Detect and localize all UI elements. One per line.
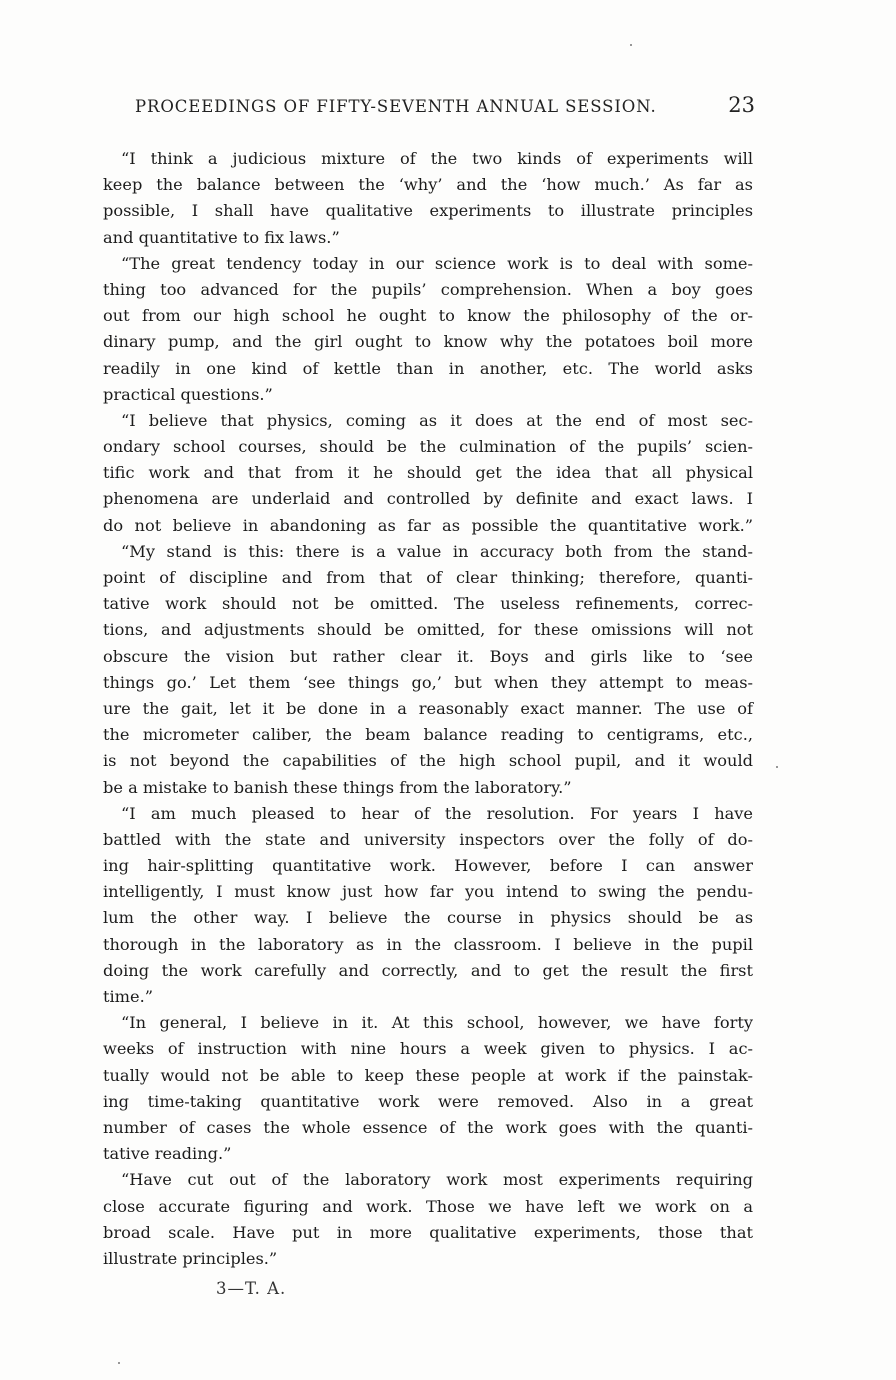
text-line: time.” [103, 987, 154, 1006]
paragraph [103, 1167, 753, 1272]
text-line: readily in one kind of kettle than in another, etc. The world asks [103, 358, 753, 378]
text-line: tative work should not be omitted. The useless refinements, correc- [103, 594, 753, 614]
text-line: be a mistake to banish these things from the laboratory.” [103, 777, 572, 797]
text-line: lum the other way. I believe the course in physics should be as [103, 908, 753, 928]
text-line: point of discipline and from that of clear thinking; therefore, quanti- [103, 568, 753, 587]
text-line: doing the work carefully and correctly, and to get the result the first [103, 960, 753, 980]
text-line: ing hair-splitting quantitative work. However, before I can answer [103, 856, 753, 876]
text-line: possible, I shall have qualitative experiments to illustrate principles [103, 201, 753, 221]
text-line: intelligently, I must know just how far you intend to swing the pendu- [103, 882, 753, 902]
paper-speck [118, 1362, 120, 1364]
running-header [135, 93, 755, 123]
text-line: number of cases the whole essence of the work goes with the quanti- [103, 1117, 753, 1137]
text-line: tually would not be able to keep these people at work if the painstak- [103, 1065, 753, 1085]
text-line: “In general, I believe in it. At this school, however, we have forty [121, 1013, 753, 1033]
text-line: “I am much pleased to hear of the resolution. For years I have [121, 803, 753, 823]
paragraph [103, 146, 753, 251]
text-line: “The great tendency today in our science work is to deal with some- [121, 253, 753, 273]
paper-speck [776, 766, 778, 768]
text-line: tific work and that from it he should get the idea that all physical [103, 463, 753, 483]
running-title: PROCEEDINGS OF FIFTY-SEVENTH ANNUAL SESSION. [135, 97, 657, 116]
text-line: phenomena are underlaid and controlled by definite and exact laws. I [103, 489, 753, 509]
text-line: “I think a judicious mixture of the two kinds of experiments will [121, 149, 753, 168]
paragraph [103, 539, 753, 801]
text-line: “I believe that physics, coming as it does at the end of most sec- [121, 410, 753, 430]
paragraph [103, 408, 753, 539]
text-line: is not beyond the capabilities of the high school pupil, and it would [103, 751, 753, 771]
body-text [103, 146, 753, 1272]
text-line: close accurate figuring and work. Those we have left we work on a [103, 1196, 753, 1216]
text-line: out from our high school he ought to know the philosophy of the or- [103, 306, 753, 326]
text-line: illustrate principles.” [103, 1248, 278, 1268]
text-line: practical questions.” [103, 384, 273, 404]
page-number: 23 [728, 93, 755, 117]
text-line: do not believe in abandoning as far as possible the quantitative work.” [103, 515, 753, 535]
text-line: the micrometer caliber, the beam balance reading to centigrams, etc., [103, 725, 753, 745]
text-line: battled with the state and university inspectors over the folly of do- [103, 829, 753, 849]
text-line: weeks of instruction with nine hours a week given to physics. I ac- [103, 1039, 753, 1059]
text-line: keep the balance between the ‘why’ and the ‘how much.’ As far as [103, 175, 753, 195]
text-line: and quantitative to fix laws.” [103, 227, 340, 247]
text-line: tions, and adjustments should be omitted, for these omissions will not [103, 620, 753, 640]
text-line: “Have cut out of the laboratory work most experiments requiring [121, 1170, 753, 1190]
signature-mark: 3—T. A. [216, 1279, 287, 1298]
text-line: “My stand is this: there is a value in accuracy both from the stand- [121, 541, 753, 561]
text-line: ure the gait, let it be done in a reasonably exact manner. The use of [103, 698, 753, 718]
paper-speck [630, 44, 632, 46]
text-line: ing time-taking quantitative work were removed. Also in a great [103, 1091, 753, 1111]
text-line: ondary school courses, should be the culmination of the pupils’ scien- [103, 437, 753, 457]
text-line: things go.’ Let them ‘see things go,’ but when they attempt to meas- [103, 672, 753, 692]
text-line: broad scale. Have put in more qualitative experiments, those that [103, 1222, 753, 1242]
text-line: obscure the vision but rather clear it. Boys and girls like to ‘see [103, 646, 753, 666]
paragraph [103, 801, 753, 1011]
paragraph [103, 1010, 753, 1167]
text-line: tative reading.” [103, 1144, 232, 1164]
text-line: thing too advanced for the pupils’ comprehension. When a boy goes [103, 279, 753, 299]
text-line: thorough in the laboratory as in the classroom. I believe in the pupil [103, 934, 753, 954]
paragraph [103, 251, 753, 408]
text-line: dinary pump, and the girl ought to know why the potatoes boil more [103, 332, 753, 352]
